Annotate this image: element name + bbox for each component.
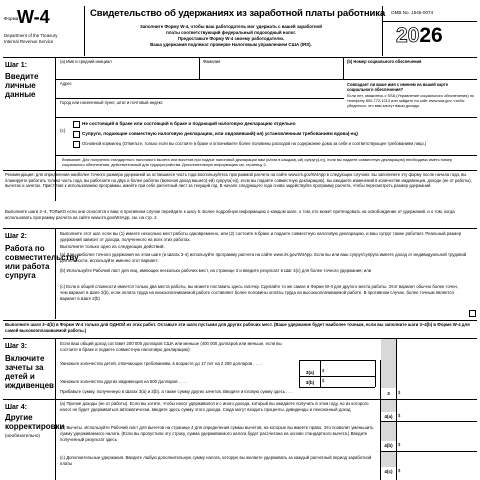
step4-amount-a[interactable] bbox=[402, 412, 474, 420]
step3-amount-b[interactable] bbox=[326, 377, 374, 386]
step2-label: Шаг 2: bbox=[5, 233, 28, 240]
step3-ref-a: 3(a) bbox=[305, 370, 315, 375]
step3-amount-a[interactable] bbox=[326, 364, 374, 375]
tax-year-suffix: 26 bbox=[419, 24, 443, 47]
step2-note: Выполните шаги 3–4(b) в Форме W-4 только для ОДНОЙ из этих работ. Оставьте эти шаги пустыми для других рабочих мест. (Ваше удержание будет наиболее точным, если вы заполните шаги 3–4(b) в Форме W-4 для самой высокооплачиваемой работы.) bbox=[5, 322, 470, 333]
first-name-label: (a) Имя и средний инициал bbox=[60, 59, 112, 64]
dept-line-1: Department of the Treasury bbox=[4, 33, 58, 38]
step3-line-a: Умножьте количество детей, отвечающих требованиям, в возрасте до 17 лет на 2 200 долларов . . . . bbox=[60, 361, 262, 366]
step2-option-c: (c) Если в общей сложности имеется только два места работы, вы можете поставить здесь галочку. Сделайте то же самое в Форме W-4 для другого места работы. Этот вариант обычно более точен, чем вариант в Шаге 2(b), если оплата труда на низкооплачиваемой работе составляет более половины оплаты труда на высокооплачиваемой работе. В противном случае, более точным является вариант в Шаге 2(b) bbox=[60, 284, 459, 301]
filing-status-joint-checkbox[interactable] bbox=[73, 131, 80, 138]
header-subtitle-2: платы соответствующий федеральный подоходный налог. bbox=[166, 30, 296, 35]
step2-title: Работа по совместительству или работа супруга bbox=[5, 244, 79, 280]
filing-status-single-label: Не состоящий в браке или состоящий в браке и подающий налоговую декларацию отдельно bbox=[82, 121, 296, 126]
filing-status-joint-label: Супруги, подающие совместную налоговую декларацию, или овдовевший(-ая) установленным требованиям вдова(-ец) bbox=[82, 131, 358, 136]
omb-number: OMB No. 1545-0074 bbox=[391, 10, 434, 15]
header-subtitle-3: Предоставьте Форму W-4 своему работодателю. bbox=[177, 36, 285, 41]
step3-dollar-b: $ bbox=[322, 378, 325, 383]
ssn-name-match-note: Если нет, свяжитесь с SSA (Управление социального обеспечения) по телефону 800-772-1213 или зайдите на сайт www.ssa.gov, чтобы убедиться, что вам зачтут ваши доходы. bbox=[347, 93, 474, 109]
filing-status-head-label: Основной кормилец (Отметьте, только если вы состоите в браке и оплачиваете более половины расходов на содержание дома за себя и соответствующее требованиям лицо.) bbox=[82, 141, 427, 146]
form-number: W-4 bbox=[17, 7, 50, 27]
step2-choose-one: Выполните только одно из следующих действий. bbox=[60, 244, 165, 249]
step4-line-c: (c) Дополнительные удержания. Введите любую дополнительную сумму налога, которую вы желаете удерживать за каждый расчетный период заработной платы bbox=[60, 455, 372, 466]
step4-amount-b[interactable] bbox=[402, 441, 474, 449]
filing-status-head-checkbox[interactable] bbox=[73, 141, 80, 148]
step3-dollar-total: $ bbox=[398, 390, 401, 395]
step3-title: Включите зачеты за детей и иждивенцев bbox=[5, 354, 54, 390]
city-label: Город или населенный пункт, штат и почтовый индекс bbox=[60, 100, 163, 105]
header-subtitle-1: Заполните Форму W-4, чтобы ваш работодатель мог удержать с вашей заработной bbox=[139, 24, 322, 29]
step4-label: Шаг 4: bbox=[5, 404, 28, 411]
step4-ref-b: 4(b) bbox=[384, 443, 393, 448]
filing-status-label: (c) bbox=[60, 128, 66, 133]
step3-ref-total: 3 bbox=[387, 391, 390, 396]
step4-title-line-2: корректировки bbox=[5, 422, 65, 431]
step3-intro: Если ваш общий доход составит 200 000 долларов США или меньше (400 000 долларов или меньше, если вы состоите в браке и подаете совместную налоговую декларацию): bbox=[60, 341, 282, 352]
step4-dollar-a: $ bbox=[398, 413, 401, 418]
step3-total-amount[interactable] bbox=[402, 389, 474, 398]
step4-line-a: (a) Прочие доходы (не от работы). Если вы хотите, чтобы налог удерживался и с иного дохода, который вы ожидаете получить в этом году, но из которого налог не будет удерживаться автоматически, введите здесь сумму этого дохода. Сюда могут входить проценты, дивиденды и пенсионный доход bbox=[60, 401, 369, 412]
last-name-label: Фамилия bbox=[203, 59, 221, 64]
step3-label: Шаг 3: bbox=[5, 343, 28, 350]
first-name-input[interactable] bbox=[58, 65, 198, 78]
address-label: Адрес bbox=[60, 81, 72, 86]
ssn-input[interactable] bbox=[345, 65, 475, 78]
step2-option-b: (b) Используйте Рабочий лист для лиц, имеющих несколько рабочих мест, на странице 3 и введите результат в Шаг 4(c) для более точного удержания; или bbox=[60, 268, 372, 273]
step4-ref-c: 4(c) bbox=[384, 469, 393, 474]
step4-dollar-c: $ bbox=[398, 468, 401, 473]
step2-intro: Выполните этот шаг, если вы (1) имеете несколько мест работы одновременно, или (2) состоите в браке и подаете совместную налоговую декларацию, и ваш супруг также работает. Реальный размер удержаний зависит от дохода, полученного на всех этих работах. bbox=[60, 231, 462, 242]
address-input[interactable] bbox=[58, 87, 340, 97]
filing-status-single-checkbox[interactable] bbox=[73, 121, 80, 128]
step3-dollar-a: $ bbox=[322, 368, 325, 373]
last-name-input[interactable] bbox=[201, 65, 341, 78]
step1-caution: Внимание: Для получения стандартного налогового вычета или вычетов при подаче налоговой декларации вам (и/или в каждом(-ой) супругу(-е)), если вы подаете совместную декларацию) необходимо иметь номер социального обеспечения, действительный для трудоустройства. Дополнительную информацию см. страницу 2. bbox=[62, 157, 452, 168]
dept-line-2: Internal Revenue Service bbox=[4, 39, 54, 44]
step1-label: Шаг 1: bbox=[5, 62, 28, 69]
ssn-name-match-question: Совпадает ли ваше имя с именем на вашей карте социального обеспечения? bbox=[347, 82, 448, 93]
step2-two-jobs-checkbox[interactable] bbox=[469, 310, 476, 317]
city-input[interactable] bbox=[58, 106, 340, 115]
step3-ref-b: 3(b) bbox=[305, 380, 315, 385]
form-title: Свидетельство об удержаниях из заработной платы работника bbox=[90, 8, 386, 19]
ssn-label: (b) Номер социального обеспечения bbox=[347, 59, 422, 64]
intro-recommendation: Рекомендация: для определения наиболее точного размера удержаний за оставшиеся часть года воспользуйтесь программой расчета на сайте www.irs.gov/W4App в следующих случаях: вы заполняете эту форму после начала года, вы планируете работать только часть года, вы работаете на двух и более работах (включая доход вашего(-ей) супруга(-и)), если вы подаёте совместную декларацию), вы ожидаете изменений в количестве иждивенцев, доходе (не от работы), вычетах и зачетах. Приступая к использованию программы, имейте при себе расчетный лист за текущий год. В начале следующего года снова задействуйте программу расчета, чтобы пересмотреть размер удержаний. bbox=[5, 172, 472, 189]
tax-year bbox=[396, 25, 443, 46]
step4-amount-c[interactable] bbox=[402, 467, 474, 476]
step1-title: Введите личные данные bbox=[5, 72, 39, 99]
step4-line-b: (b) Вычеты. Используйте Рабочий лист для вычетов на странице 4 для определения суммы вычетов, на которые вы имеете право. Это позволит уменьшить сумму удерживаемого налога. (Если вы пропустили эту строку, сумма удерживаемого налога будет рассчитана на основе стандартного вычета.) Введите полученный результат здесь bbox=[60, 425, 374, 442]
step4-dollar-b: $ bbox=[398, 442, 401, 447]
step4-optional: (необязательно) bbox=[5, 433, 40, 438]
step4-title-line-1: Другие bbox=[5, 413, 33, 422]
step4-ref-a: 4(a) bbox=[384, 414, 393, 419]
tax-year-prefix: 20 bbox=[396, 24, 420, 47]
step3-line-b: Умножьте количество других иждивенцев на 500 долларов . . . . bbox=[60, 379, 188, 384]
intro-steps-note: Выполните шаги 2–4, ТОЛЬКО если они относятся к вам; в противном случае перейдите к шагу 5. Более подробную информацию о каждом шаге, о том, кто может претендовать на освобождение от удержаний, и о том, когда использовать программу расчета на сайте www.irs.gov/W4App, см. на стр. 2. bbox=[5, 209, 455, 220]
form-word: Форма bbox=[4, 16, 19, 21]
header-subtitle-4: Ваша удержания подлежат проверке Налоговым управлением США (IRS). bbox=[150, 42, 312, 47]
step3-total-line: Прибавьте сумму, полученную в Шагах 3(a) и 3(b), а также сумму других зачетов. Введите итоговую сумму здесь . . . bbox=[60, 389, 293, 394]
step2-option-a: (a) Для наиболее точного удержания на этом шаге (и Шагах 3-4) используйте программу расчета на сайте www.irs.gov/W4App. Если вы или ваш супруг/супруга имеете доход от индивидуальной трудовой деятельности, используйте именно этот вариант; bbox=[60, 252, 467, 263]
